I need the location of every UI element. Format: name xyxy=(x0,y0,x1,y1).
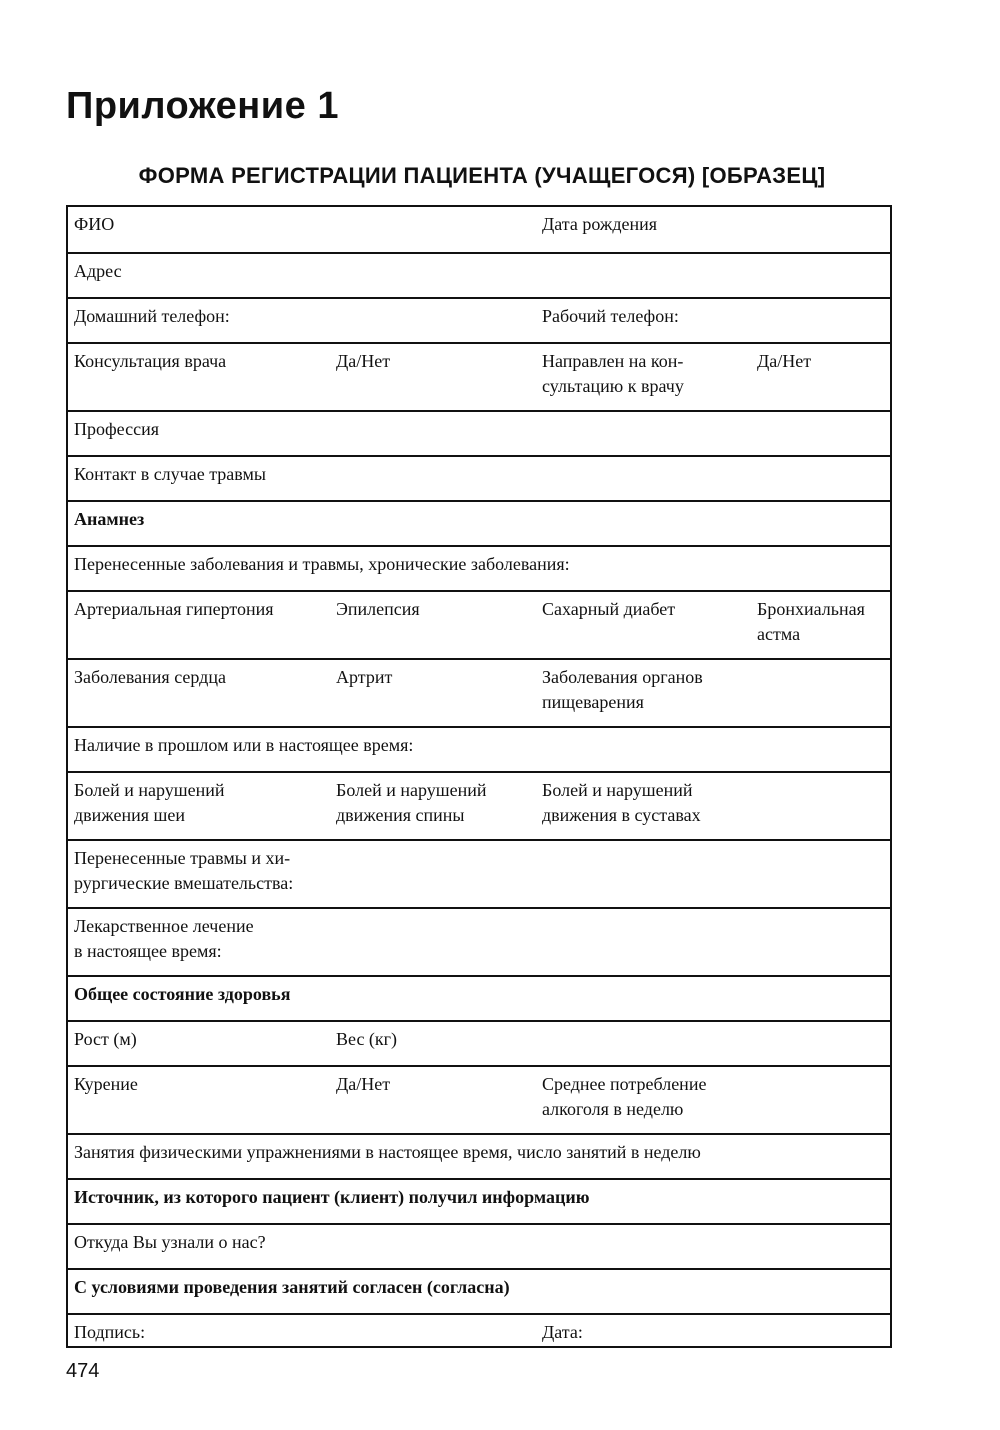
form-row-smoking-alcohol xyxy=(68,1065,890,1133)
option-referred-yes-no: Да/Нет xyxy=(757,351,812,371)
label-work-phone: Рабочий телефон: xyxy=(542,306,679,326)
form-row-how-heard xyxy=(68,1223,890,1268)
label-smoking: Курение xyxy=(74,1074,138,1094)
label-heart-disease: Заболевания сердца xyxy=(74,667,226,687)
form-row-pain-history xyxy=(68,726,890,771)
form-row-conditions-2 xyxy=(68,658,890,726)
label-signature: Подпись: xyxy=(74,1322,146,1342)
label-hypertension: Артериальная гипертония xyxy=(74,599,274,619)
label-date: Дата: xyxy=(542,1322,583,1342)
form-row-doctor-consultation xyxy=(68,342,890,410)
form-row-phones xyxy=(68,297,890,342)
label-diabetes: Сахарный диабет xyxy=(542,599,676,619)
form-row-anamnesis xyxy=(68,500,890,545)
form-row-height-weight xyxy=(68,1020,890,1065)
section-info-source: Источник, из которого пациент (клиент) получил информацию xyxy=(74,1187,590,1207)
form-row-general-health xyxy=(68,975,890,1020)
label-arthritis: Артрит xyxy=(336,667,393,687)
form-row-signature xyxy=(68,1313,890,1358)
option-consultation-yes-no: Да/Нет xyxy=(336,351,391,371)
label-emergency-contact: Контакт в случае травмы xyxy=(74,464,266,484)
label-referred-to-doctor: Направлен на кон- сультацию к врачу xyxy=(542,351,684,396)
label-alcohol: Среднее потребление алкоголя в неделю xyxy=(542,1074,707,1119)
form-row-emergency-contact xyxy=(68,455,890,500)
form-row-medication xyxy=(68,907,890,975)
label-exercise: Занятия физическими упражнениями в настоящее время, число занятий в неделю xyxy=(74,1142,701,1162)
form-row-pain-types xyxy=(68,771,890,839)
form-row-profession xyxy=(68,410,890,455)
label-back-pain: Болей и нарушений движения спины xyxy=(336,780,487,825)
label-height: Рост (м) xyxy=(74,1029,137,1049)
label-pain-history: Наличие в прошлом или в настоящее время: xyxy=(74,735,414,755)
label-past-diseases: Перенесенные заболевания и травмы, хронические заболевания: xyxy=(74,554,570,574)
section-anamnesis: Анамнез xyxy=(74,509,145,529)
form-row-exercise xyxy=(68,1133,890,1178)
option-smoking-yes-no: Да/Нет xyxy=(336,1074,391,1094)
form-row-consent xyxy=(68,1268,890,1313)
form-row-address xyxy=(68,252,890,297)
label-profession: Профессия xyxy=(74,419,159,439)
section-general-health: Общее состояние здоровья xyxy=(74,984,291,1004)
form-row-past-diseases xyxy=(68,545,890,590)
form-row-conditions-1 xyxy=(68,590,890,658)
label-weight: Вес (кг) xyxy=(336,1029,398,1049)
label-full-name: ФИО xyxy=(74,214,115,234)
section-consent: С условиями проведения занятий согласен (согласна) xyxy=(74,1277,510,1297)
label-medication: Лекарственное лечение в настоящее время: xyxy=(74,916,254,961)
form-row-surgeries xyxy=(68,839,890,907)
label-doctor-consultation: Консультация врача xyxy=(74,351,227,371)
label-birth-date: Дата рождения xyxy=(542,214,658,234)
label-epilepsy: Эпилепсия xyxy=(336,599,420,619)
form-row-full-name xyxy=(68,207,890,252)
label-digestive-disease: Заболевания органов пищеварения xyxy=(542,667,703,712)
label-neck-pain: Болей и нарушений движения шеи xyxy=(74,780,225,825)
form-title: ФОРМА РЕГИСТРАЦИИ ПАЦИЕНТА (УЧАЩЕГОСЯ) [ОБРАЗЕЦ] xyxy=(138,163,826,188)
label-asthma: Бронхиальная астма xyxy=(757,599,865,644)
page-number: 474 xyxy=(66,1360,100,1382)
label-home-phone: Домашний телефон: xyxy=(74,306,230,326)
page-heading: Приложение 1 xyxy=(66,85,339,127)
label-surgeries: Перенесенные травмы и хи- рургические вмешательства: xyxy=(74,848,294,893)
label-joint-pain: Болей и нарушений движения в суставах xyxy=(542,780,701,825)
registration-form-table xyxy=(66,205,892,1348)
form-row-info-source xyxy=(68,1178,890,1223)
label-address: Адрес xyxy=(74,261,122,281)
label-how-heard: Откуда Вы узнали о нас? xyxy=(74,1232,266,1252)
